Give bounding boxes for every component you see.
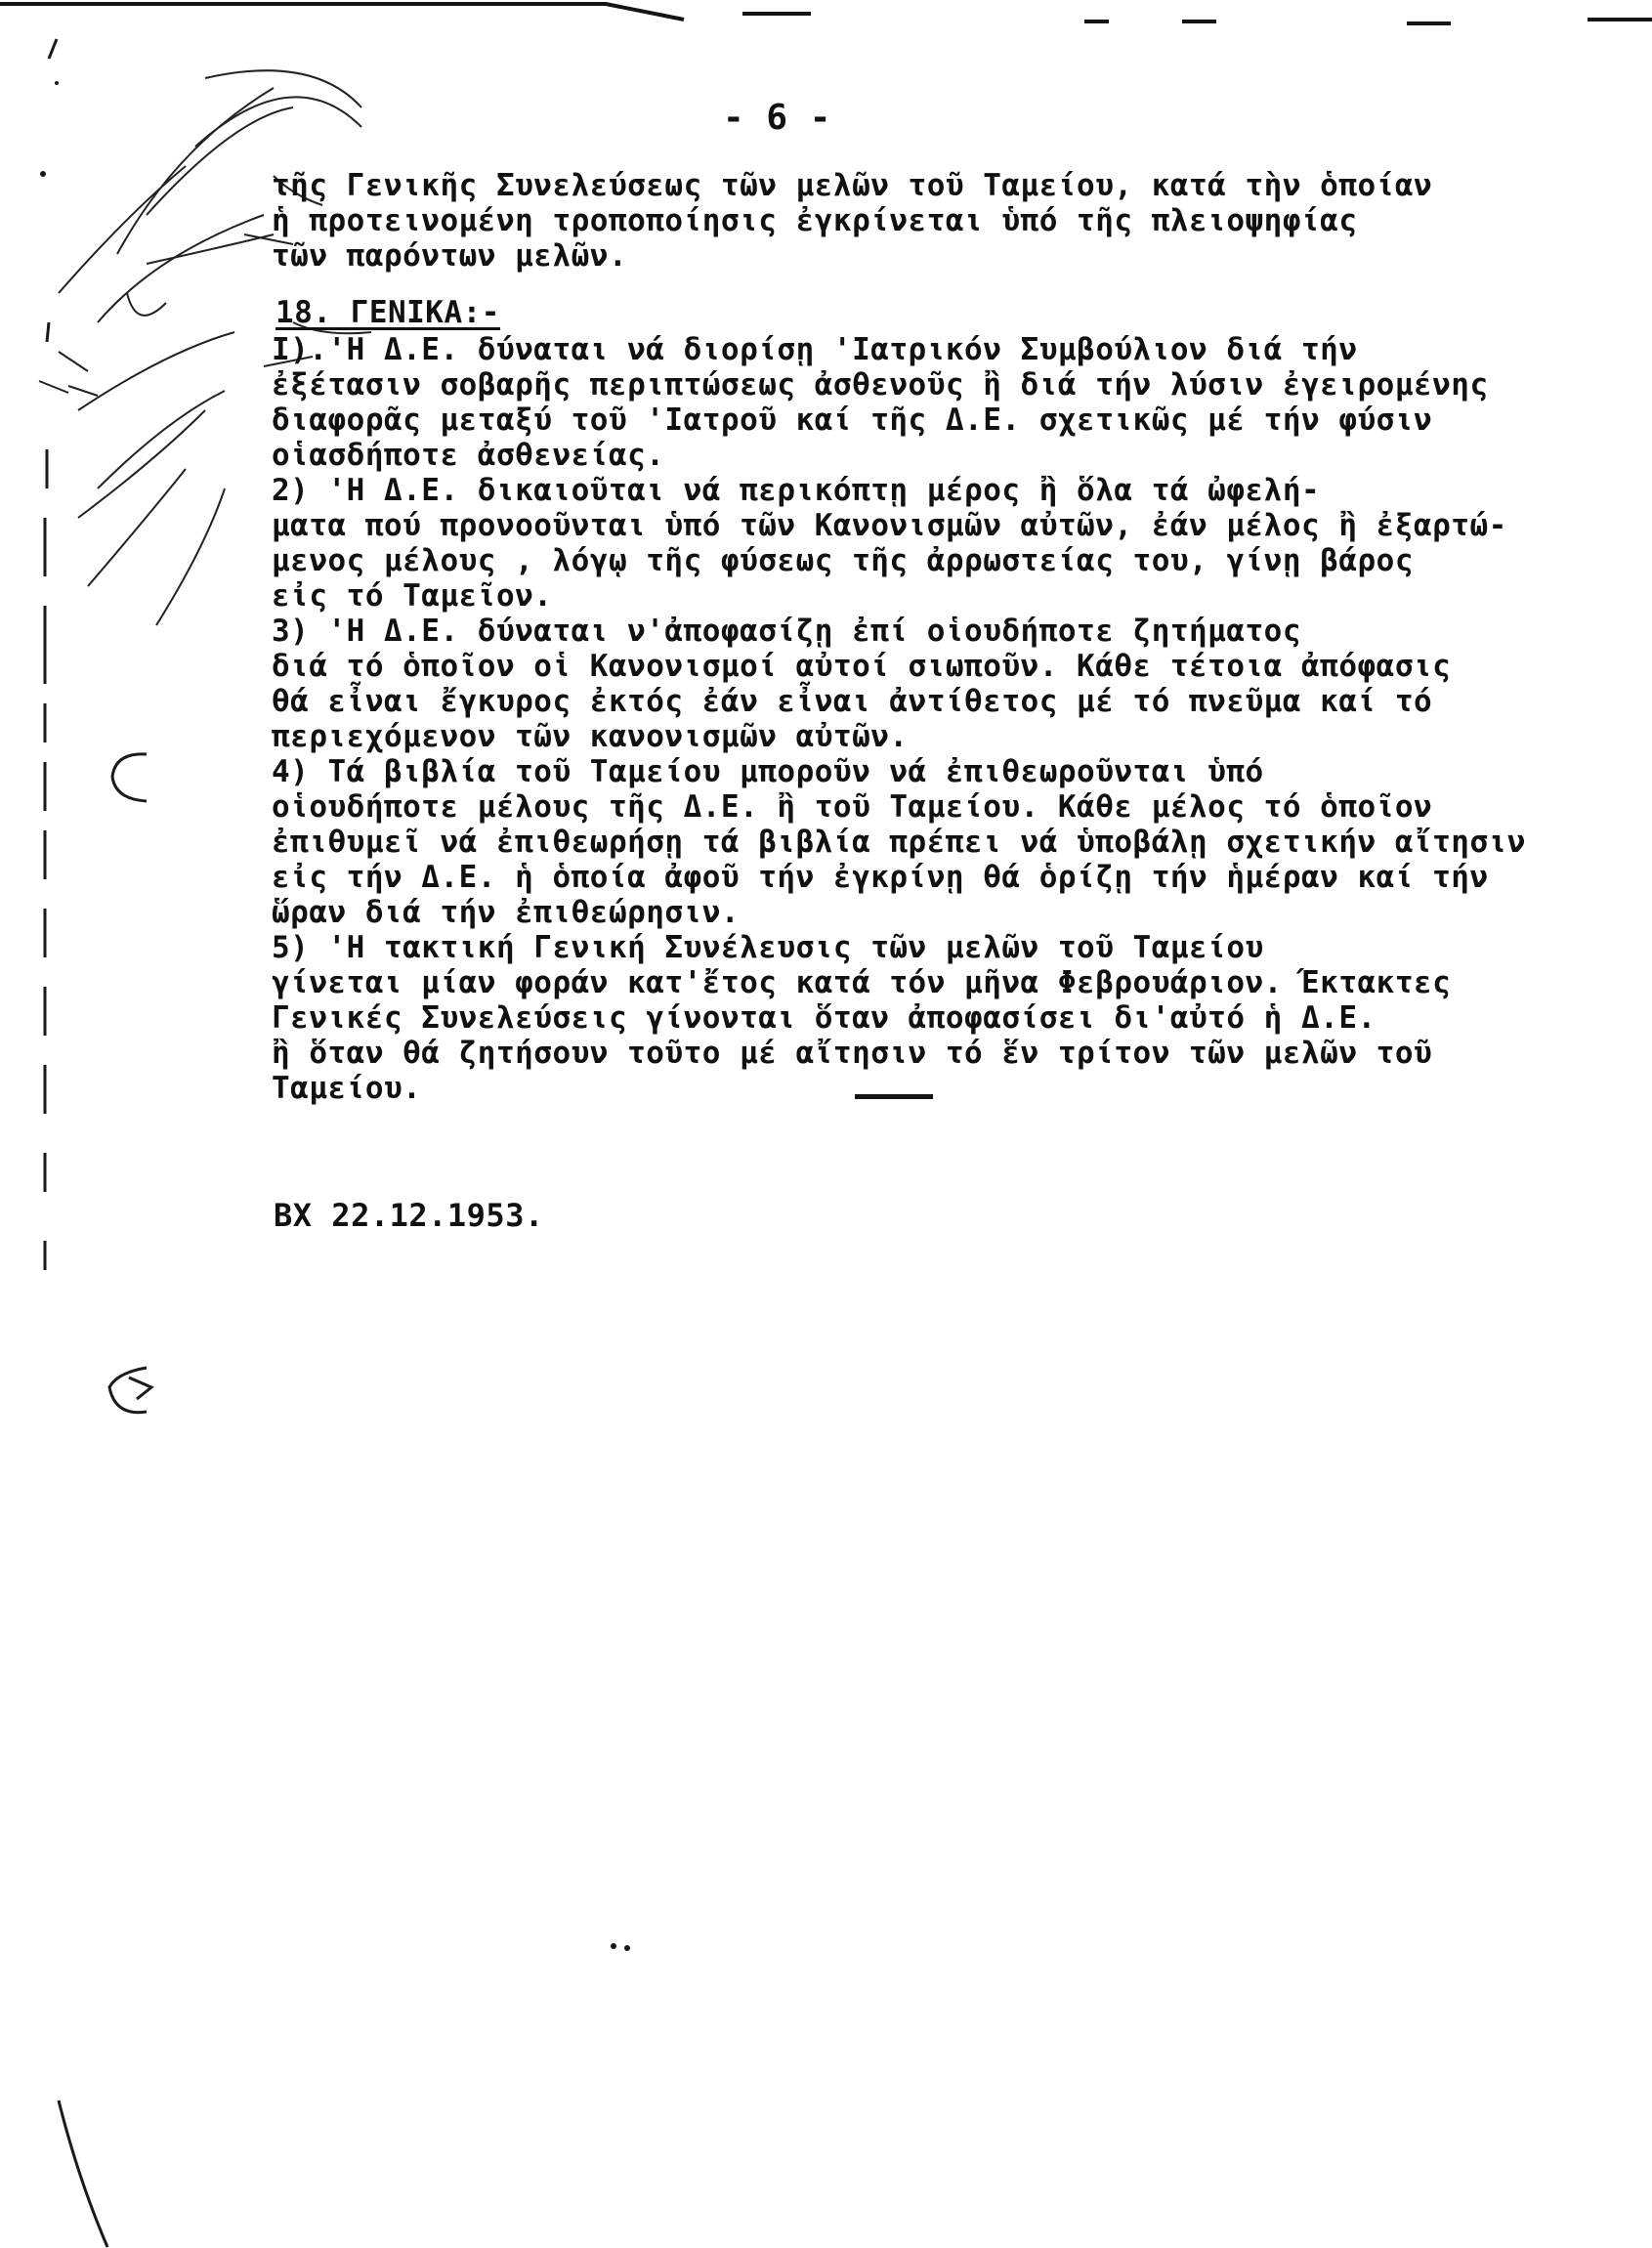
text-line: 3) 'Η Δ.Ε. δύναται ν'ἀποφασίζῃ ἐπί οἱουδήποτε ζητήματος — [272, 614, 1301, 649]
text-line: 2) 'Η Δ.Ε. δικαιοῦται νά περικόπτῃ μέρος ἢ ὅλα τά ὠφελή- — [272, 473, 1321, 508]
text-line: οἱασδήποτε ἀσθενείας. — [272, 438, 665, 473]
text-line: εἰς τήν Δ.Ε. ἡ ὁποία ἀφοῦ τήν ἐγκρίνῃ θά ὁρίζῃ τήν ἡμέραν καί τήν — [272, 860, 1489, 895]
text-line: ματα πού προνοοῦνται ὑπό τῶν Κανονισμῶν αὐτῶν, ἐάν μέλος ἢ ἐξαρτώ- — [272, 508, 1507, 543]
text-line: διά τό ὁποῖον οἱ Κανονισμοί αὐτοί σιωποῦν. Κάθε τέτοια ἀπόφασις — [272, 649, 1452, 684]
text-line: μενος μέλους , λόγῳ τῆς φύσεως τῆς ἀρρωστείας του, γίνῃ βάρος — [272, 543, 1414, 578]
text-line: περιεχόμενον τῶν κανονισμῶν αὐτῶν. — [272, 719, 909, 754]
text-line: ἐξέτασιν σοβαρῆς περιπτώσεως ἀσθενοῦς ἢ διά τήν λύσιν ἐγειρομένης — [272, 367, 1489, 403]
text-line: Γενικές Συνελεύσεις γίνονται ὅταν ἀποφασίσει δι'αὐτό ἡ Δ.Ε. — [272, 1000, 1377, 1036]
text-line: ἡ προτεινομένη τροποποίησις ἐγκρίνεται ὑπό τῆς πλειοψηφίας — [272, 203, 1358, 238]
left-edge-marks — [45, 39, 107, 2247]
end-separator-line — [855, 1094, 933, 1099]
punch-hole-marks — [109, 754, 151, 1413]
top-edge-marks — [0, 4, 1652, 23]
text-line: θά εἶναι ἔγκυρος ἐκτός ἐάν εἶναι ἀντίθετος μέ τό πνεῦμα καί τό — [272, 684, 1433, 719]
document-date: ΒΧ 22.12.1953. — [274, 1197, 544, 1234]
text-line: Ταμείου. — [272, 1071, 422, 1106]
page-number: - 6 - — [723, 98, 831, 138]
section-heading: 18. ΓΕΝΙΚΑ:- — [275, 295, 500, 330]
text-line: τῶν παρόντων μελῶν. — [272, 238, 628, 274]
text-line: τῆς Γενικῆς Συνελεύσεως τῶν μελῶν τοῦ Ταμείου, κατά τὴν ὁποίαν — [272, 168, 1433, 203]
text-line: ἢ ὅταν θά ζητήσουν τοῦτο μέ αἴτησιν τό ἕν τρίτον τῶν μελῶν τοῦ — [272, 1036, 1433, 1071]
text-line: διαφορᾶς μεταξύ τοῦ 'Ιατροῦ καί τῆς Δ.Ε. σχετικῶς μέ τήν φύσιν — [272, 403, 1433, 438]
text-line: ἐπιθυμεῖ νά ἐπιθεωρήσῃ τά βιβλία πρέπει νά ὑποβάλῃ σχετικήν αἴτησιν — [272, 825, 1526, 860]
text-line: εἰς τό Ταμεῖον. — [272, 578, 553, 614]
text-line: οἱουδήποτε μέλους τῆς Δ.Ε. ἢ τοῦ Ταμείου. Κάθε μέλος τό ὁποῖον — [272, 789, 1433, 825]
text-line: γίνεται μίαν φοράν κατ'ἔτος κατά τόν μῆνα Φεβρουάριον. Έκτακτες — [272, 965, 1452, 1000]
text-line: Ι).'Η Δ.Ε. δύναται νά διορίσῃ 'Ιατρικόν Συμβούλιον διά τήν — [272, 332, 1358, 367]
text-line: ὥραν διά τήν ἐπιθεώρησιν. — [272, 895, 741, 930]
text-line: 4) Τά βιβλία τοῦ Ταμείου μποροῦν νά ἐπιθεωροῦνται ὑπό — [272, 754, 1264, 789]
text-line: 5) 'Η τακτική Γενική Συνέλευσις τῶν μελῶν τοῦ Ταμείου — [272, 930, 1264, 965]
